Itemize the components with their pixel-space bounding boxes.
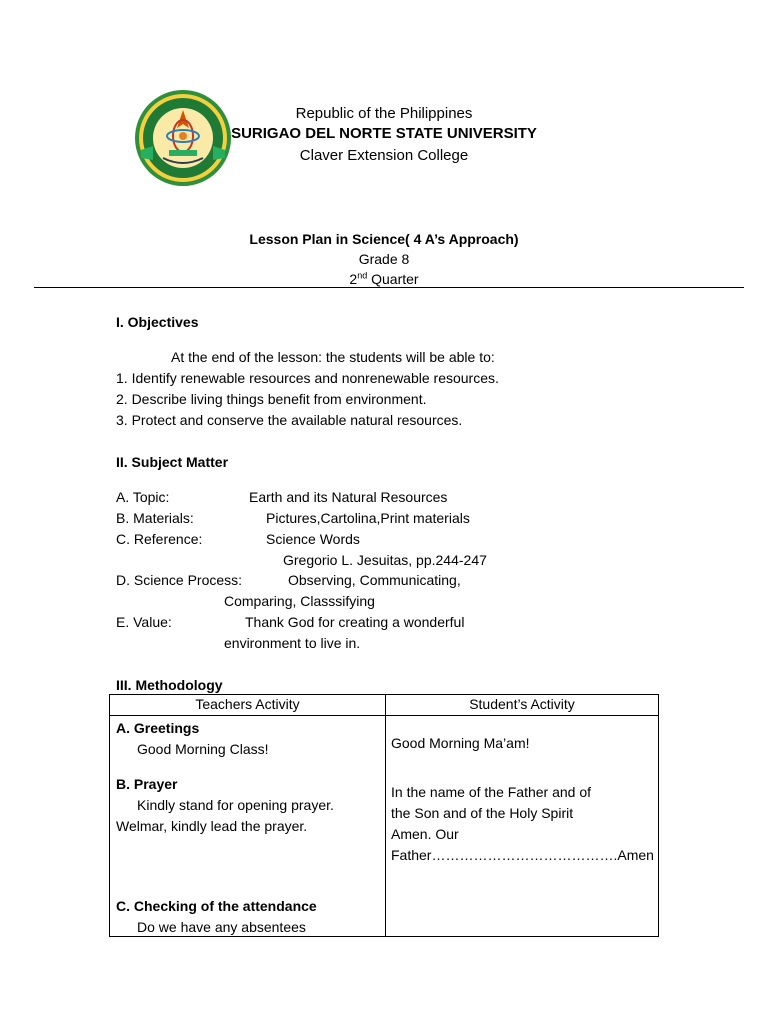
students-activity-header: Student’s Activity <box>386 695 659 716</box>
objective-item: 2. Describe living things benefit from environment. <box>116 391 427 407</box>
materials-label: B. Materials: <box>116 510 194 526</box>
greetings-heading: A. Greetings <box>116 720 200 736</box>
methodology-heading: III. Methodology <box>116 677 223 693</box>
table-row <box>110 716 659 937</box>
student-greeting-reply: Good Morning Ma’am! <box>391 735 530 751</box>
teachers-activity-header: Teachers Activity <box>110 695 386 716</box>
title-divider <box>34 287 744 288</box>
methodology-table <box>109 694 659 937</box>
prayer-heading: B. Prayer <box>116 776 178 792</box>
prayer-text: Kindly stand for opening prayer. <box>137 797 334 813</box>
topic-value: Earth and its Natural Resources <box>249 489 448 505</box>
objective-item: 1. Identify renewable resources and nonrenewable resources. <box>116 370 499 386</box>
subject-matter-heading: II. Subject Matter <box>116 454 229 470</box>
objective-item: 3. Protect and conserve the available natural resources. <box>116 412 463 428</box>
header-college: Claver Extension College <box>299 147 469 164</box>
reference-value: Science Words <box>266 531 360 547</box>
value-label: E. Value: <box>116 614 172 630</box>
process-value-cont: Comparing, Classsifying <box>224 593 375 609</box>
objectives-heading: I. Objectives <box>116 314 199 330</box>
student-prayer-line: In the name of the Father and of <box>391 784 592 800</box>
attendance-heading: C. Checking of the attendance <box>116 898 317 914</box>
student-cell <box>386 716 659 937</box>
prayer-text-lead: Welmar, kindly lead the prayer. <box>116 818 308 834</box>
process-value: Observing, Communicating, <box>288 572 461 588</box>
header-republic: Republic of the Philippines <box>295 105 473 122</box>
lesson-title: Lesson Plan in Science( 4 A’s Approach) <box>249 231 519 247</box>
value-value-cont: environment to live in. <box>224 635 361 651</box>
reference-value-author: Gregorio L. Jesuitas, pp.244-247 <box>283 552 487 568</box>
grade-line: Grade 8 <box>358 251 410 267</box>
attendance-text: Do we have any absentees <box>137 919 306 935</box>
student-prayer-line: the Son and of the Holy Spirit <box>391 805 574 821</box>
header-university: SURIGAO DEL NORTE STATE UNIVERSITY <box>231 125 537 142</box>
student-prayer-line: Father………………………………….Amen <box>391 847 654 863</box>
process-label: D. Science Process: <box>116 572 243 588</box>
greetings-text: Good Morning Class! <box>137 741 269 757</box>
quarter-line: 2nd Quarter <box>349 270 419 287</box>
value-value: Thank God for creating a wonderful <box>245 614 465 630</box>
teacher-cell <box>110 716 386 937</box>
objectives-intro: At the end of the lesson: the students will be able to: <box>171 349 495 365</box>
table-header-row <box>110 695 659 716</box>
reference-label: C. Reference: <box>116 531 203 547</box>
topic-label: A. Topic: <box>116 489 170 505</box>
student-prayer-line: Amen. Our <box>391 826 459 842</box>
materials-value: Pictures,Cartolina,Print materials <box>266 510 470 526</box>
